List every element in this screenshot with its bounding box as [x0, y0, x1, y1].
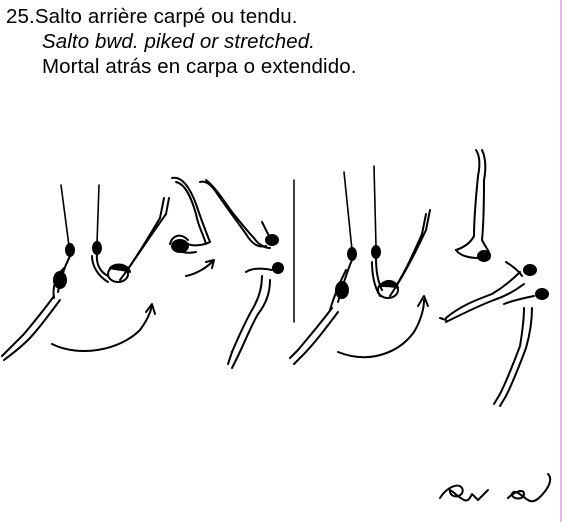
title-french: Salto arrière carpé ou tendu.	[34, 5, 298, 28]
element-number: 25.	[6, 5, 35, 28]
figure-1-swing	[2, 185, 99, 360]
arrow-swing-1	[52, 306, 152, 351]
figure-3-tuck-turn	[170, 178, 210, 253]
figure-9-layout	[440, 262, 536, 322]
figure-8-inverted	[456, 150, 490, 261]
handwritten-initials	[440, 474, 550, 501]
figure-6-swing	[290, 166, 376, 364]
figure-7-stretched-hang	[372, 210, 430, 298]
sequence-1-piked	[2, 178, 283, 368]
figure-2-pike	[92, 198, 169, 282]
figure-4-pike-descend	[200, 180, 278, 248]
title-english: Salto bwd. piked or stretched.	[42, 30, 316, 53]
arrow-swing-2	[338, 300, 424, 357]
title-spanish: Mortal atrás en carpa o extendido.	[42, 55, 357, 78]
sequence-2-stretched	[290, 150, 548, 406]
arrow-turn-1	[186, 262, 212, 276]
figure-10-landing	[494, 289, 548, 406]
figure-5-stretched	[228, 263, 283, 368]
